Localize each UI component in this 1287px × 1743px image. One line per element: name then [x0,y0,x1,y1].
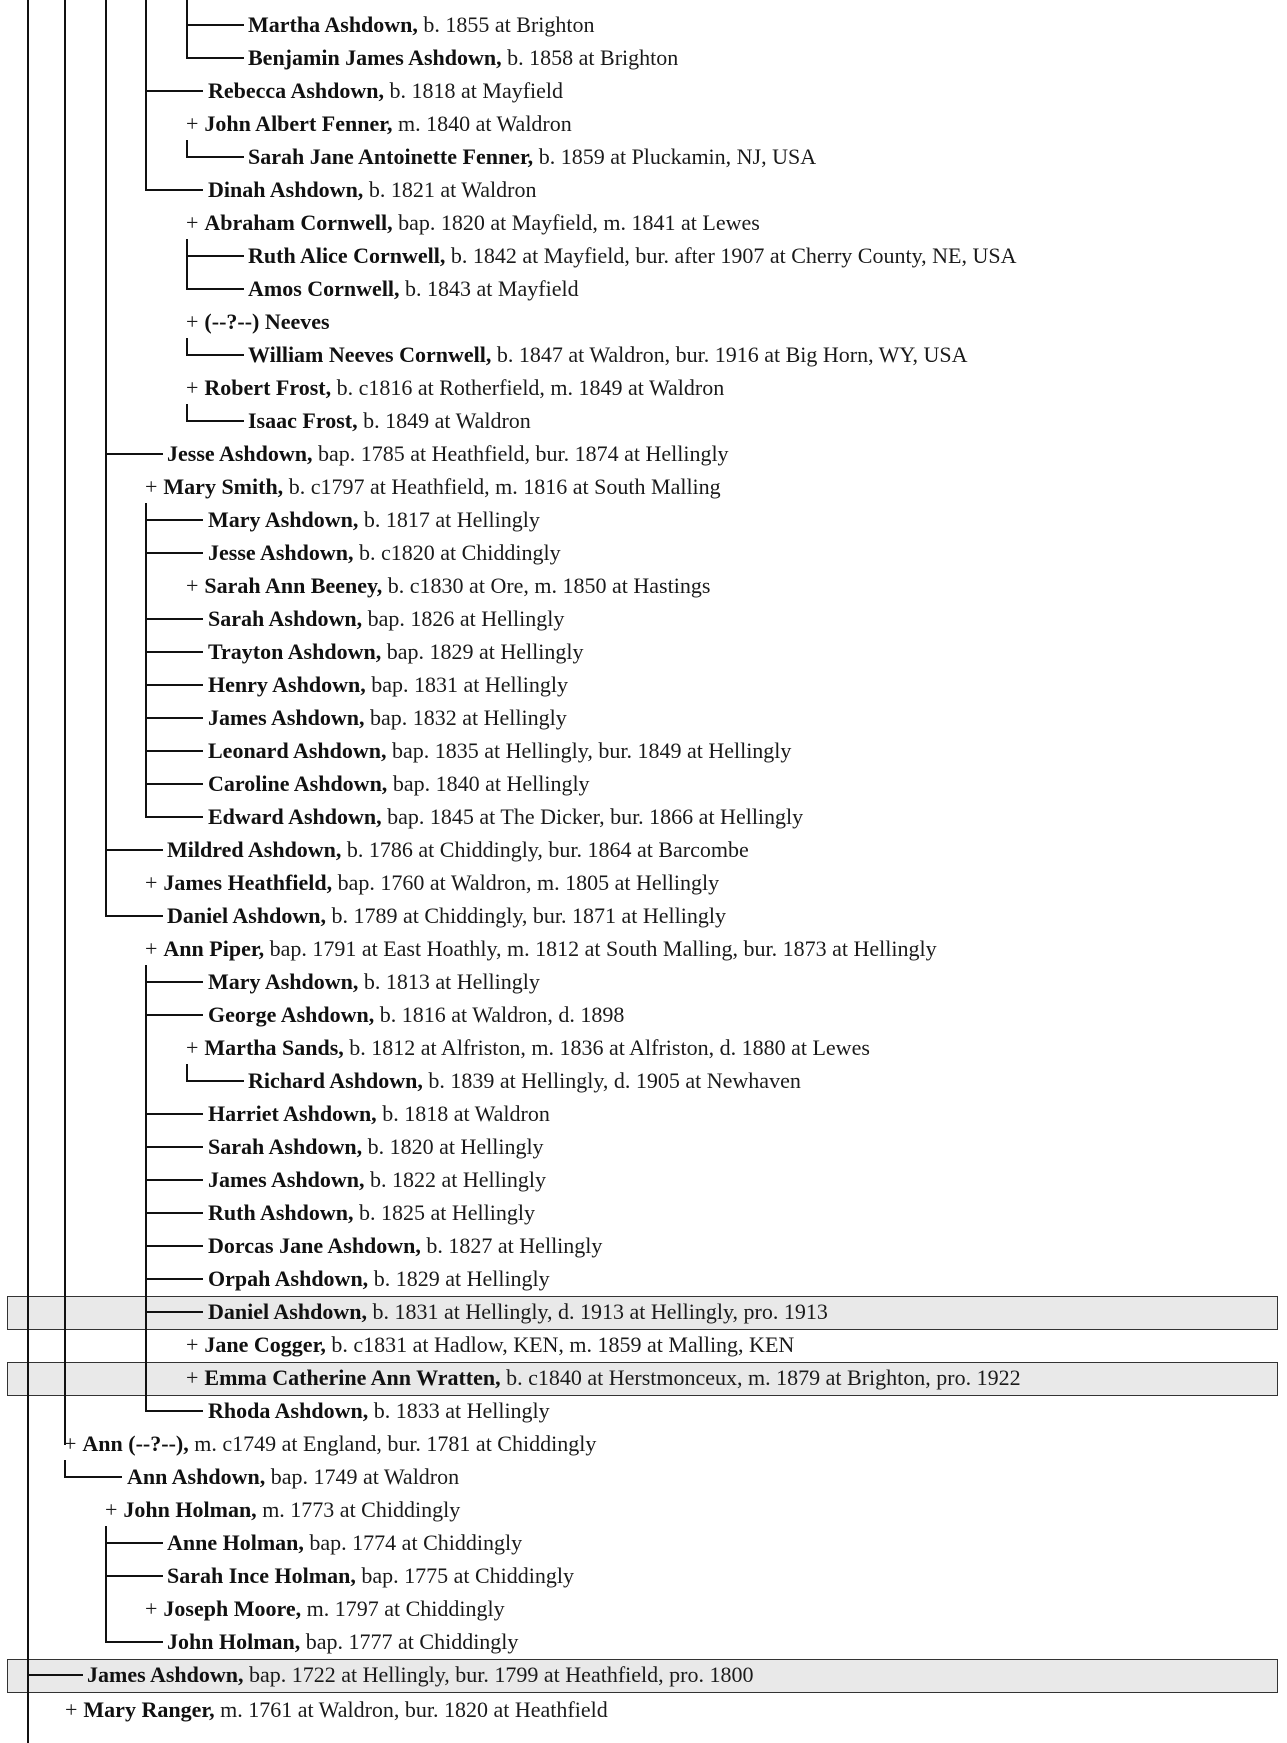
tree-vline-root [27,0,29,1743]
person-name[interactable]: Amos Cornwell, [248,276,400,301]
person-name[interactable]: George Ashdown, [208,1002,375,1027]
person-entry [208,1167,546,1193]
person-details: b. 1821 at Waldron [368,177,537,202]
person-details: bap. 1831 at Hellingly [371,672,568,697]
person-name[interactable]: Sarah Jane Antoinette Fenner, [248,144,534,169]
person-entry [208,738,791,764]
person-name[interactable]: Emma Catherine Ann Wratten, [204,1365,501,1390]
person-name[interactable]: Dinah Ashdown, [208,177,364,202]
spouse-marker: + [186,375,199,400]
person-name[interactable]: Mary Ashdown, [208,969,359,994]
person-name[interactable]: Rebecca Ashdown, [208,78,385,103]
tree-hline [145,618,203,620]
person-entry [248,342,968,368]
tree-hline [186,57,244,59]
person-details: b. 1825 at Hellingly [359,1200,535,1225]
spouse-marker: + [186,1365,199,1390]
person-name[interactable]: Ann (--?--), [82,1431,189,1456]
person-details: m. 1840 at Waldron [397,111,572,136]
tree-hline [64,1476,122,1478]
person-entry [208,705,567,731]
person-name[interactable]: Martha Sands, [204,1035,344,1060]
person-name[interactable]: William Neeves Cornwell, [248,342,492,367]
person-name[interactable]: Leonard Ashdown, [208,738,387,763]
tree-hline [145,1146,203,1148]
person-details: bap. 1749 at Waldron [270,1464,460,1489]
person-details: bap. 1722 at Hellingly, bur. 1799 at Heathfield, pro. 1800 [248,1662,754,1687]
person-details: b. c1797 at Heathfield, m. 1816 at South Malling [288,474,721,499]
person-entry [208,771,590,797]
person-entry [208,969,540,995]
tree-hline [105,1542,163,1544]
person-details: m. 1797 at Chiddingly [306,1596,505,1621]
person-entry [208,1134,544,1160]
tree-hline [105,1641,163,1643]
person-entry [208,78,563,104]
spouse-entry [145,1596,505,1622]
person-details: m. 1773 at Chiddingly [262,1497,461,1522]
person-details: bap. 1760 at Waldron, m. 1805 at Hellingly [337,870,720,895]
person-name[interactable]: Martha Ashdown, [248,12,418,37]
person-name[interactable]: John Holman, [167,1629,301,1654]
spouse-marker: + [65,1697,78,1722]
person-details: b. 1831 at Hellingly, d. 1913 at Hellingly, pro. 1913 [372,1299,828,1324]
person-entry [248,144,816,170]
person-name[interactable]: Caroline Ashdown, [208,771,388,796]
person-details: bap. 1826 at Hellingly [367,606,565,631]
person-entry [248,408,531,434]
tree-hline [145,1179,203,1181]
spouse-entry [145,870,719,896]
person-entry [208,177,537,203]
person-name[interactable]: Trayton Ashdown, [208,639,382,664]
person-details: bap. 1777 at Chiddingly [305,1629,519,1654]
person-details: m. c1749 at England, bur. 1781 at Chiddingly [194,1431,597,1456]
person-entry [248,12,595,38]
tree-hline [105,849,163,851]
person-details: b. 1849 at Waldron [363,408,531,433]
person-name[interactable]: Jane Cogger, [204,1332,326,1357]
person-details: b. 1833 at Hellingly [373,1398,550,1423]
tree-hline [186,24,244,26]
person-details: b. 1843 at Mayfield [405,276,579,301]
spouse-entry [186,111,572,137]
person-name[interactable]: Abraham Cornwell, [204,210,393,235]
person-details: b. 1858 at Brighton [507,45,679,70]
person-entry [208,1101,550,1127]
person-details: b. c1831 at Hadlow, KEN, m. 1859 at Malling, KEN [331,1332,795,1357]
person-entry [167,441,729,467]
person-details: b. c1816 at Rotherfield, m. 1849 at Waldron [336,375,725,400]
spouse-marker: + [145,936,158,961]
person-name[interactable]: Daniel Ashdown, [208,1299,367,1324]
spouse-entry [186,1035,870,1061]
person-entry [208,540,561,566]
person-entry [248,276,579,302]
spouse-entry [186,1332,794,1358]
person-details: b. 1829 at Hellingly [373,1266,550,1291]
tree-vline-daniel-children [145,965,147,1412]
tree-hline [186,288,244,290]
person-name[interactable]: Sarah Ann Beeney, [204,573,383,598]
tree-hline [105,1575,163,1577]
spouse-entry [186,210,760,236]
person-details: b. 1818 at Waldron [382,1101,550,1126]
person-name[interactable]: Benjamin James Ashdown, [248,45,502,70]
person-name[interactable]: Edward Ashdown, [208,804,382,829]
person-name[interactable]: Henry Ashdown, [208,672,366,697]
person-name[interactable]: Sarah Ashdown, [208,1134,363,1159]
spouse-marker: + [186,309,199,334]
tree-hline [105,453,163,455]
person-name[interactable]: Dorcas Jane Ashdown, [208,1233,421,1258]
tree-hline [145,981,203,983]
person-details: bap. 1791 at East Hoathly, m. 1812 at South Malling, bur. 1873 at Hellingly [269,936,937,961]
person-name[interactable]: Mary Ranger, [83,1697,215,1722]
person-entry [167,903,726,929]
person-details: b. 1820 at Hellingly [367,1134,544,1159]
tree-hline [145,1311,203,1313]
spouse-marker: + [186,111,199,136]
person-entry [208,804,803,830]
tree-hline [145,750,203,752]
person-entry [167,1530,522,1556]
tree-hline [145,552,203,554]
person-details: b. 1818 at Mayfield [389,78,564,103]
person-name[interactable]: Ruth Alice Cornwell, [248,243,446,268]
person-entry [208,507,540,533]
person-name[interactable]: Harriet Ashdown, [208,1101,377,1126]
spouse-entry [145,474,721,500]
person-entry [208,1398,550,1424]
tree-hline [186,255,244,257]
tree-hline [145,189,203,191]
tree-hline [145,816,203,818]
person-name[interactable]: Rhoda Ashdown, [208,1398,369,1423]
person-entry [208,1200,535,1226]
person-details: bap. 1785 at Heathfield, bur. 1874 at Hellingly [317,441,729,466]
person-entry [208,1233,602,1259]
person-name[interactable]: Ann Ashdown, [127,1464,266,1489]
person-name[interactable]: Ann Piper, [163,936,265,961]
tree-hline [145,1212,203,1214]
spouse-entry [186,309,330,335]
tree-hline [145,783,203,785]
tree-hline [145,1245,203,1247]
person-name[interactable]: Robert Frost, [204,375,332,400]
person-name[interactable]: Jesse Ashdown, [208,540,354,565]
person-entry [208,1299,828,1325]
person-entry [208,1002,624,1028]
person-name[interactable]: Ruth Ashdown, [208,1200,354,1225]
tree-hline [186,1080,244,1082]
spouse-marker: + [186,573,199,598]
person-details: b. 1839 at Hellingly, d. 1905 at Newhaven [428,1068,801,1093]
tree-hline [105,915,163,917]
person-details: b. 1859 at Pluckamin, NJ, USA [538,144,817,169]
person-details: b. 1842 at Mayfield, bur. after 1907 at Cherry County, NE, USA [450,243,1017,268]
spouse-entry [105,1497,460,1523]
tree-vline-gen3a [145,0,147,191]
person-details: bap. 1832 at Hellingly [369,705,567,730]
person-details: b. 1813 at Hellingly [363,969,540,994]
person-name[interactable]: Orpah Ashdown, [208,1266,369,1291]
person-name[interactable]: Richard Ashdown, [248,1068,423,1093]
person-entry [208,1266,550,1292]
spouse-entry [186,573,710,599]
person-entry [208,606,564,632]
tree-hline [145,717,203,719]
spouse-entry [64,1431,596,1457]
person-details: b. c1840 at Herstmonceux, m. 1879 at Brighton, pro. 1922 [506,1365,1021,1390]
person-name[interactable]: Sarah Ashdown, [208,606,363,631]
person-name[interactable]: Joseph Moore, [163,1596,302,1621]
spouse-entry [145,936,937,962]
spouse-entry [186,375,724,401]
person-entry [248,1068,801,1094]
tree-hline [145,651,203,653]
person-details: b. 1812 at Alfriston, m. 1836 at Alfriston, d. 1880 at Lewes [349,1035,870,1060]
spouse-entry [65,1697,608,1723]
person-details: bap. 1845 at The Dicker, bur. 1866 at Hellingly [387,804,804,829]
spouse-marker: + [105,1497,118,1522]
person-details: bap. 1775 at Chiddingly [361,1563,575,1588]
spouse-marker: + [64,1431,77,1456]
tree-hline [186,420,244,422]
person-name[interactable]: Sarah Ince Holman, [167,1563,356,1588]
person-entry [167,1629,518,1655]
spouse-marker: + [145,1596,158,1621]
spouse-marker: + [145,870,158,895]
person-details: b. 1822 at Hellingly [369,1167,546,1192]
person-name[interactable]: Mary Smith, [163,474,284,499]
person-details: m. 1761 at Waldron, bur. 1820 at Heathfield [220,1697,608,1722]
person-name[interactable]: (--?--) Neeves [204,309,330,334]
tree-vline-ann [64,0,66,1445]
person-details: b. 1816 at Waldron, d. 1898 [379,1002,625,1027]
spouse-marker: + [186,210,199,235]
person-name[interactable]: Anne Holman, [167,1530,304,1555]
person-entry [208,639,583,665]
person-entry [248,45,678,71]
tree-hline [27,1674,83,1676]
person-name[interactable]: Jesse Ashdown, [167,441,313,466]
person-details: bap. 1820 at Mayfield, m. 1841 at Lewes [398,210,760,235]
person-name[interactable]: James Heathfield, [163,870,333,895]
person-entry [167,1563,574,1589]
tree-hline [145,519,203,521]
person-details: b. 1817 at Hellingly [363,507,540,532]
person-name[interactable]: John Holman, [123,1497,257,1522]
tree-hline [186,354,244,356]
person-details: bap. 1835 at Hellingly, bur. 1849 at Hellingly [392,738,792,763]
person-name[interactable]: James Ashdown, [208,1167,365,1192]
tree-hline [145,684,203,686]
person-entry [87,1662,753,1688]
tree-hline [186,156,244,158]
spouse-marker: + [186,1035,199,1060]
tree-hline [145,1113,203,1115]
person-details: b. 1789 at Chiddingly, bur. 1871 at Hellingly [331,903,727,928]
tree-vline-cornwell [186,239,188,290]
person-entry [167,837,749,863]
person-name[interactable]: Daniel Ashdown, [167,903,326,928]
person-details: bap. 1840 at Hellingly [392,771,590,796]
tree-hline [145,1410,203,1412]
person-entry [127,1464,459,1490]
spouse-marker: + [145,474,158,499]
person-details: b. 1855 at Brighton [423,12,595,37]
person-entry [248,243,1016,269]
tree-vline-gen4a [186,0,188,59]
tree-hline [145,1278,203,1280]
spouse-entry [186,1365,1021,1391]
person-details: bap. 1774 at Chiddingly [309,1530,523,1555]
person-details: b. c1820 at Chiddingly [358,540,561,565]
tree-hline [145,90,203,92]
tree-vline-gen2 [105,0,107,917]
person-name[interactable]: Mildred Ashdown, [167,837,342,862]
person-details: b. 1847 at Waldron, bur. 1916 at Big Horn, WY, USA [496,342,968,367]
person-entry [208,672,568,698]
person-name[interactable]: John Albert Fenner, [204,111,393,136]
tree-hline [145,1014,203,1016]
person-details: bap. 1829 at Hellingly [386,639,584,664]
person-name[interactable]: Isaac Frost, [248,408,358,433]
person-details: b. c1830 at Ore, m. 1850 at Hastings [387,573,711,598]
person-details: b. 1786 at Chiddingly, bur. 1864 at Barcombe [346,837,749,862]
tree-vline-jesse-children [145,503,147,818]
person-name[interactable]: James Ashdown, [208,705,365,730]
person-name[interactable]: James Ashdown, [87,1662,244,1687]
spouse-marker: + [186,1332,199,1357]
person-details: b. 1827 at Hellingly [426,1233,603,1258]
person-name[interactable]: Mary Ashdown, [208,507,359,532]
